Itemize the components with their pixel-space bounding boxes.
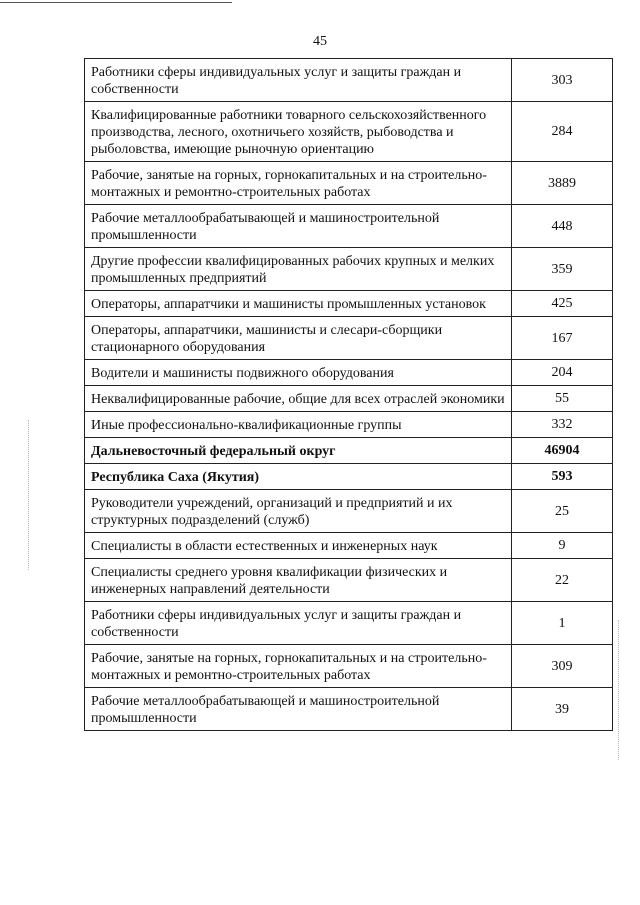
- worker-count: 204: [512, 360, 613, 386]
- table-row: [85, 559, 613, 602]
- occupation-name: Специалисты среднего уровня квалификации физических и инженерных направлений деятельности: [85, 559, 512, 602]
- worker-count: 22: [512, 559, 613, 602]
- occupation-name: Другие профессии квалифицированных рабочих крупных и мелких промышленных предприятий: [85, 248, 512, 291]
- table-row: [85, 291, 613, 317]
- region-total-row: [85, 464, 613, 490]
- worker-count: 448: [512, 205, 613, 248]
- region-total: 593: [512, 464, 613, 490]
- worker-count: 309: [512, 645, 613, 688]
- occupation-name: Рабочие металлообрабатывающей и машиностроительной промышленности: [85, 688, 512, 731]
- occupation-name: Операторы, аппаратчики и машинисты промышленных установок: [85, 291, 512, 317]
- scan-edge-line: [0, 2, 232, 3]
- table-row: [85, 645, 613, 688]
- table-row: [85, 412, 613, 438]
- table-row: [85, 102, 613, 162]
- region-name: Республика Саха (Якутия): [85, 464, 512, 490]
- worker-count: 303: [512, 59, 613, 102]
- table-row: [85, 533, 613, 559]
- table-row: [85, 688, 613, 731]
- table-row: [85, 386, 613, 412]
- occupation-name: Рабочие металлообрабатывающей и машиностроительной промышленности: [85, 205, 512, 248]
- scan-noise-right: [618, 620, 621, 760]
- worker-count: 284: [512, 102, 613, 162]
- district-name: Дальневосточный федеральный округ: [85, 438, 512, 464]
- table-row: [85, 248, 613, 291]
- worker-count: 167: [512, 317, 613, 360]
- worker-count: 39: [512, 688, 613, 731]
- table-row: [85, 602, 613, 645]
- occupation-name: Квалифицированные работники товарного сельскохозяйственного производства, лесного, охотничьего хозяйств, рыбоводства и рыболовства, имеющие рыночную ориентацию: [85, 102, 512, 162]
- table-row: [85, 205, 613, 248]
- scan-noise-left: [28, 420, 31, 570]
- occupation-table-body: [85, 59, 613, 731]
- occupation-name: Неквалифицированные рабочие, общие для всех отраслей экономики: [85, 386, 512, 412]
- table-row: [85, 317, 613, 360]
- occupation-name: Руководители учреждений, организаций и предприятий и их структурных подразделений (служб): [85, 490, 512, 533]
- occupation-name: Работники сферы индивидуальных услуг и защиты граждан и собственности: [85, 602, 512, 645]
- worker-count: 25: [512, 490, 613, 533]
- district-total: 46904: [512, 438, 613, 464]
- table-row: [85, 360, 613, 386]
- worker-count: 425: [512, 291, 613, 317]
- worker-count: 332: [512, 412, 613, 438]
- occupation-name: Водители и машинисты подвижного оборудования: [85, 360, 512, 386]
- occupation-table: [84, 58, 613, 731]
- occupation-name: Операторы, аппаратчики, машинисты и слесари-сборщики стационарного оборудования: [85, 317, 512, 360]
- page-number: 45: [313, 34, 327, 49]
- worker-count: 3889: [512, 162, 613, 205]
- occupation-name: Специалисты в области естественных и инженерных наук: [85, 533, 512, 559]
- occupation-name: Рабочие, занятые на горных, горнокапитальных и на строительно-монтажных и ремонтно-строительных работах: [85, 162, 512, 205]
- worker-count: 359: [512, 248, 613, 291]
- worker-count: 55: [512, 386, 613, 412]
- table-row: [85, 490, 613, 533]
- worker-count: 1: [512, 602, 613, 645]
- table-row: [85, 162, 613, 205]
- district-total-row: [85, 438, 613, 464]
- table-row: [85, 59, 613, 102]
- occupation-name: Иные профессионально-квалификационные группы: [85, 412, 512, 438]
- occupation-name: Работники сферы индивидуальных услуг и защиты граждан и собственности: [85, 59, 512, 102]
- worker-count: 9: [512, 533, 613, 559]
- occupation-name: Рабочие, занятые на горных, горнокапитальных и на строительно-монтажных и ремонтно-строительных работах: [85, 645, 512, 688]
